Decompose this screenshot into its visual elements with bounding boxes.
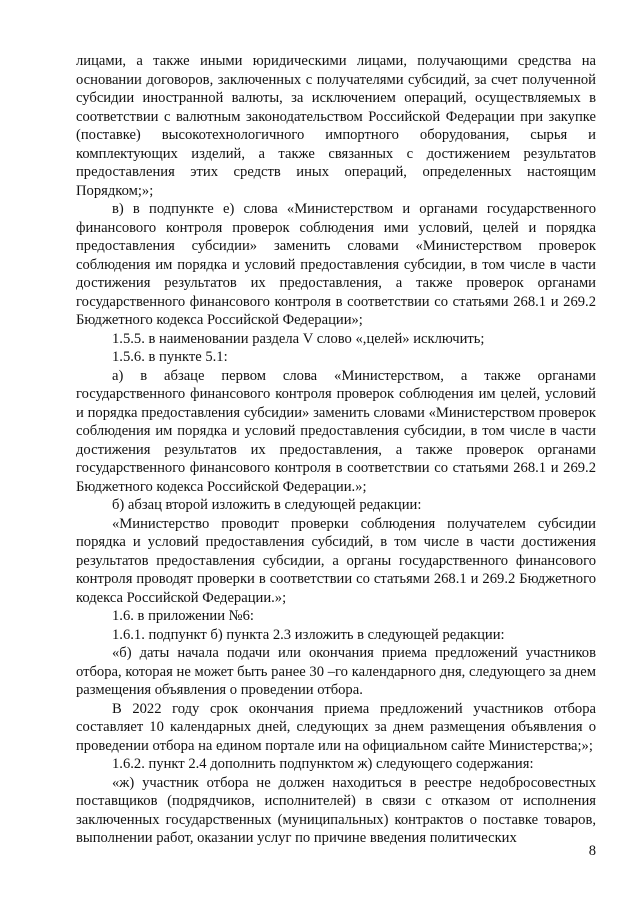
paragraph-ministry-checks: «Министерство проводит проверки соблюдения получателем субсидии порядка и условий предоставления субсидий, в том числе в части достижения результатов предоставления субсидии, а органы государственного финансового контроля проводят проверки в соответствии со статьями 268.1 и 269.2 Бюджетного кодекса Российской Федерации.»; [76,515,596,606]
paragraph-quote-zh: «ж) участник отбора не должен находиться в реестре недобросовестных поставщиков (подрядчиков, исполнителей) в связи с отказом от исполнения заключенных государственных (муниципальных) контрактов о поставке товаров, выполнении работ, оказании услуг по причине введения политических [76,774,596,846]
paragraph-subitem-v: в) в подпункте е) слова «Министерством и органами государственного финансового контроля проверок соблюдения ими условий, целей и порядка предоставления субсидии» заменить словами «Министерством проверок соблюдения им порядка и условий предоставления субсидии, в том числе в части достижения результатов их предоставления, а также проверок органами государственного финансового контроля в соответствии со статьями 268.1 и 269.2 Бюджетного кодекса Российской Федерации»; [76,201,596,328]
paragraph-subitem-b: б) абзац второй изложить в следующей редакции: [112,497,422,513]
paragraph-continuation: лицами, а также иными юридическими лицами, получающими средства на основании договоров, заключенных с получателями субсидий, за счет полученной субсидии иностранной валюты, за исключением операций, осуществляемых в соответствии с валютным законодательством Российской Федерации при закупке (поставке) высокотехнологичного импортного оборудования, сырья и комплектующих изделий, а также связанных с достижением результатов предоставления этих средств иных операций, определенных настоящим Порядком;»; [76,53,596,199]
paragraph-1-6: 1.6. в приложении №6: [112,608,254,624]
paragraph-2022: В 2022 году срок окончания приема предложений участников отбора составляет 10 календарных дней, следующих за днем размещения объявления о проведении отбора на едином портале или на официальном сайте Министерства;»; [76,700,596,754]
page-number: 8 [588,843,596,859]
paragraph-1-6-2: 1.6.2. пункт 2.4 дополнить подпунктом ж) следующего содержания: [112,756,534,772]
paragraph-1-5-6: 1.5.6. в пункте 5.1: [112,349,228,365]
paragraph-1-5-5: 1.5.5. в наименовании раздела V слово «,целей» исключить; [112,330,485,347]
paragraph-1-6-1: 1.6.1. подпункт б) пункта 2.3 изложить в следующей редакции: [112,626,505,643]
paragraph-subitem-a: а) в абзаце первом слова «Министерством, а также органами государственного финансового контроля проверок соблюдения им целей, условий и порядка предоставления субсидии» заменить словами «Министерством проверок соблюдения им порядка и условий предоставления субсидии, в том числе в части достижения результатов их предоставления, а также проверок органами государственного финансового контроля в соответствии со статьями 268.1 и 269.2 Бюджетного кодекса Российской Федерации.»; [76,367,596,495]
document-page [76,52,596,848]
paragraph-quote-b: «б) даты начала подачи или окончания приема предложений участников отбора, которая не может быть ранее 30 –го календарного дня, следующего за днем размещения объявления о проведении отбора. [76,645,596,698]
